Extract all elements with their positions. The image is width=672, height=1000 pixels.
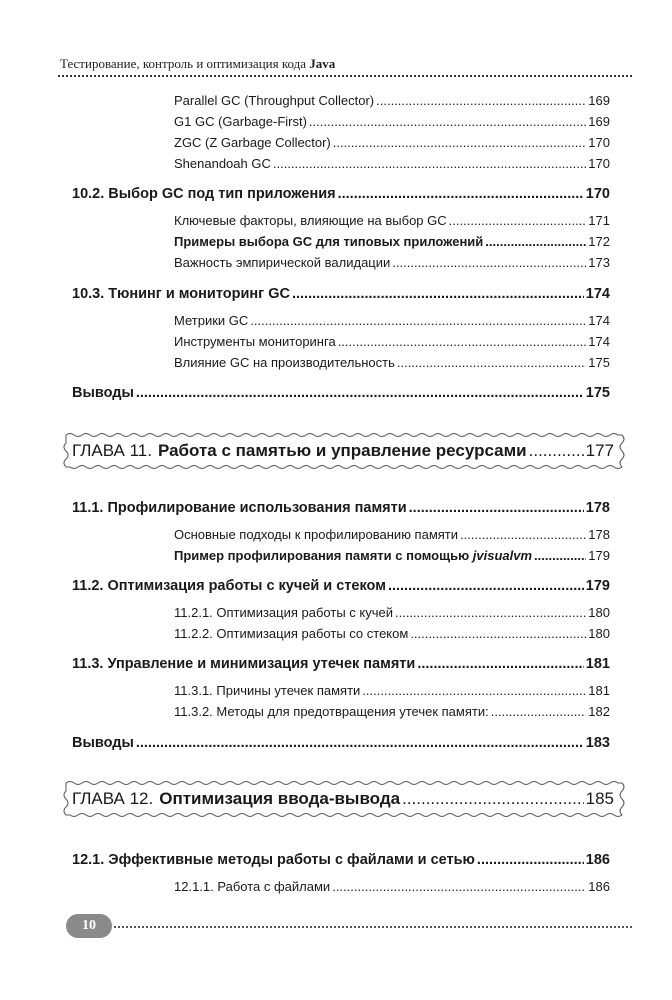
toc-entry-page: 178	[588, 527, 610, 542]
toc-entry-page: 169	[588, 114, 610, 129]
toc-section-page: 175	[585, 385, 610, 401]
toc-entry-title: Ключевые факторы, влияющие на выбор GC	[174, 213, 447, 228]
dot-leader	[534, 548, 586, 563]
toc-entry-title: 11.3.1. Причины утечек памяти	[174, 683, 361, 698]
toc-entry-page: 182	[588, 704, 610, 719]
toc-entry-page: 174	[588, 334, 610, 349]
dot-leader	[332, 879, 586, 894]
dot-leader	[136, 735, 584, 751]
toc-section-page: 174	[585, 286, 610, 302]
toc-entry[interactable]	[174, 527, 610, 542]
toc-section-page: 179	[585, 578, 610, 594]
dot-leader	[273, 156, 586, 171]
toc-entry-title: Shenandoah GC	[174, 156, 271, 171]
toc-section-page: 181	[585, 656, 610, 672]
toc-entry-page: 170	[588, 156, 610, 171]
dot-leader	[392, 255, 586, 270]
toc-section-title: 11.3. Управление и минимизация утечек памяти	[72, 656, 416, 672]
dot-leader	[136, 385, 584, 401]
chapter-page: 185	[585, 789, 614, 808]
toc-entry-title: Инструменты мониторинга	[174, 334, 336, 349]
chapter-label: ГЛАВА 12.	[72, 789, 154, 808]
toc-entry[interactable]	[174, 355, 610, 370]
dot-leader	[333, 135, 587, 150]
toc-entry-title-text: Пример профилирования памяти с помощью	[174, 548, 473, 563]
toc-section-title: Выводы	[72, 735, 134, 751]
toc-section-page: 170	[585, 186, 610, 202]
page-number: 10	[82, 918, 96, 933]
dot-leader	[338, 186, 584, 202]
dot-leader	[485, 234, 586, 249]
dot-leader	[397, 355, 586, 370]
toc-entry[interactable]	[174, 683, 610, 698]
toc-entry-title: 11.2.1. Оптимизация работы с кучей	[174, 605, 393, 620]
dot-leader	[250, 313, 586, 328]
dot-leader	[376, 93, 586, 108]
toc-entry-title: 11.3.2. Методы для предотвращения утечек памяти:	[174, 704, 489, 719]
toc-entry-title: Parallel GC (Throughput Collector)	[174, 93, 375, 108]
toc-entry-title-emphasis: jvisualvm	[472, 548, 533, 563]
dot-leader	[417, 656, 583, 672]
toc-section-title: 10.3. Тюнинг и мониторинг GC	[72, 286, 290, 302]
toc-section-page: 183	[585, 735, 610, 751]
toc-entry[interactable]	[174, 114, 610, 129]
chapter-line	[72, 441, 614, 461]
toc-entry[interactable]	[174, 313, 610, 328]
toc-entry-page: 170	[588, 135, 610, 150]
dot-leader	[529, 441, 584, 461]
toc-entry-title: Примеры выбора GC для типовых приложений	[174, 234, 484, 249]
dot-leader	[409, 500, 584, 516]
dot-leader	[395, 605, 586, 620]
toc-entry-page: 173	[588, 255, 610, 270]
dot-leader	[388, 578, 584, 594]
toc-entry[interactable]	[174, 704, 610, 719]
running-header-text: Тестирование, контроль и оптимизация кода	[60, 56, 310, 71]
dot-leader	[491, 704, 587, 719]
dot-leader	[449, 213, 587, 228]
toc-section-title: 12.1. Эффективные методы работы с файлами и сетью	[72, 852, 475, 868]
toc-entry-title: Важность эмпирической валидации	[174, 255, 391, 270]
toc-section-title: Выводы	[72, 385, 134, 401]
chapter-page: 177	[585, 441, 614, 460]
toc-section[interactable]	[72, 385, 610, 401]
toc-entry-page: 186	[588, 879, 610, 894]
chapter-title: Работа с памятью и управление ресурсами	[157, 441, 527, 460]
toc-entry[interactable]	[174, 548, 610, 563]
dot-leader	[362, 683, 586, 698]
toc-entry-title: 11.2.2. Оптимизация работы со стеком	[174, 626, 409, 641]
toc-entry[interactable]	[174, 626, 610, 641]
toc-entry[interactable]	[174, 93, 610, 108]
running-header	[60, 56, 335, 72]
chapter-line	[72, 789, 614, 809]
toc-section[interactable]	[72, 578, 610, 594]
toc-entry[interactable]	[174, 213, 610, 228]
toc-section-title: 11.1. Профилирование использования памяти	[72, 500, 407, 516]
chapter-label: ГЛАВА 11.	[72, 441, 152, 460]
toc-section[interactable]	[72, 500, 610, 516]
toc-entry-title: ZGC (Z Garbage Collector)	[174, 135, 331, 150]
toc-entry-title: Метрики GC	[174, 313, 249, 328]
toc-entry-page: 174	[588, 313, 610, 328]
toc-entry-title: G1 GC (Garbage-First)	[174, 114, 307, 129]
header-dotted-rule	[58, 75, 632, 77]
toc-entry-page: 172	[588, 234, 610, 249]
toc-entry[interactable]	[174, 156, 610, 171]
chapter-title: Оптимизация ввода-вывода	[159, 789, 401, 808]
toc-section[interactable]	[72, 656, 610, 672]
dot-leader	[338, 334, 587, 349]
toc-entry-page: 179	[588, 548, 610, 563]
toc-entry[interactable]	[174, 879, 610, 894]
toc-section-title: 11.2. Оптимизация работы с кучей и стеком	[72, 578, 386, 594]
toc-section[interactable]	[72, 735, 610, 751]
toc-entry-page: 175	[588, 355, 610, 370]
chapter-box[interactable]	[60, 432, 628, 472]
toc-entry-page: 171	[588, 213, 610, 228]
toc-entry-title: Влияние GC на производительность	[174, 355, 395, 370]
dot-leader	[477, 852, 584, 868]
toc-entry-title	[174, 548, 532, 563]
running-header-bold: Java	[309, 56, 336, 71]
chapter-box[interactable]	[60, 780, 628, 820]
toc-section-page: 178	[585, 500, 610, 516]
dot-leader	[402, 789, 584, 809]
dot-leader	[309, 114, 586, 129]
dot-leader	[410, 626, 586, 641]
toc-entry-page: 169	[588, 93, 610, 108]
toc-entry[interactable]	[174, 135, 610, 150]
toc-entry[interactable]	[174, 334, 610, 349]
toc-entry[interactable]	[174, 234, 610, 249]
toc-entry-title: Основные подходы к профилированию памяти	[174, 527, 459, 542]
toc-entry-title: 12.1.1. Работа с файлами	[174, 879, 331, 894]
toc-section-page: 186	[585, 852, 610, 868]
toc-entry[interactable]	[174, 255, 610, 270]
page-number-badge	[66, 914, 112, 938]
toc-entry-page: 180	[588, 626, 610, 641]
toc-entry-page: 180	[588, 605, 610, 620]
toc-section[interactable]	[72, 186, 610, 202]
dot-leader	[292, 286, 584, 302]
toc-entry-page: 181	[588, 683, 610, 698]
toc-entry[interactable]	[174, 605, 610, 620]
toc-section[interactable]	[72, 852, 610, 868]
dot-leader	[460, 527, 586, 542]
toc-section[interactable]	[72, 286, 610, 302]
toc-section-title: 10.2. Выбор GC под тип приложения	[72, 186, 336, 202]
footer-dotted-rule	[114, 926, 632, 928]
